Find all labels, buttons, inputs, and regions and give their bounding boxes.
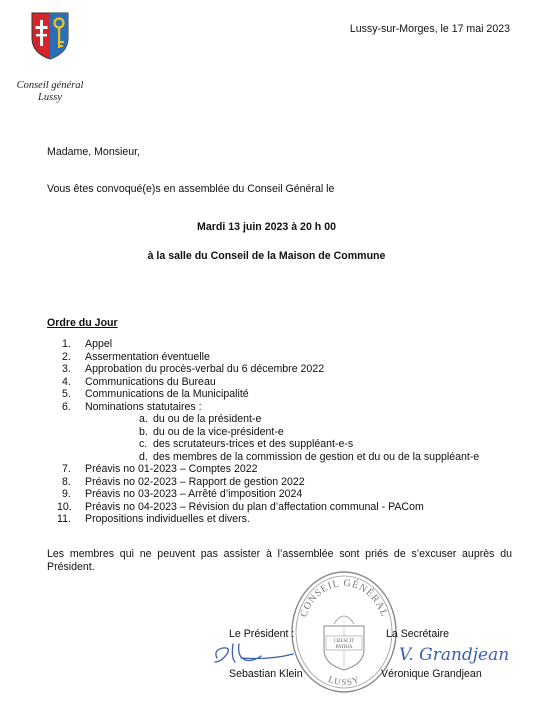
agenda-list bbox=[47, 338, 479, 526]
secretary-signature bbox=[393, 636, 518, 670]
council-line-1: Conseil général bbox=[16, 80, 84, 91]
stamp-banner-line-1: CRESCIT bbox=[333, 639, 355, 644]
agenda-item bbox=[47, 513, 479, 526]
nominations-sublist bbox=[85, 413, 479, 463]
sub-item-text: des membres de la commission de gestion et du ou de la suppléant-e bbox=[153, 450, 480, 463]
agenda-item-text: Appel bbox=[85, 338, 113, 350]
agenda-item bbox=[47, 476, 479, 489]
closing-paragraph: Les membres qui ne peuvent pas assister à l’assemblée sont priés de s’excuser auprès du Président. bbox=[47, 548, 512, 573]
president-label: Le Président : bbox=[229, 628, 295, 640]
agenda-item-number: 1. bbox=[62, 338, 71, 350]
agenda-item bbox=[47, 463, 479, 476]
sub-item bbox=[85, 426, 479, 439]
agenda-item-number: 10. bbox=[57, 500, 72, 513]
agenda-item-text: Communications de la Municipalité bbox=[85, 388, 249, 400]
agenda-item-text: Préavis no 02-2023 – Rapport de gestion 2022 bbox=[85, 475, 305, 488]
secretary-handwriting: V. Grandjean bbox=[399, 645, 510, 665]
stamp-banner-line-2: PATRIA bbox=[335, 645, 353, 650]
sub-item bbox=[85, 438, 479, 451]
stamp-top-text: CONSEIL GÉNÉRAL bbox=[298, 577, 390, 619]
dateline: Lussy-sur-Morges, le 17 mai 2023 bbox=[349, 23, 510, 35]
meeting-date: Mardi 13 juin 2023 à 20 h 00 bbox=[197, 221, 336, 233]
sub-item-letter: d. bbox=[139, 450, 148, 463]
agenda-item-number: 8. bbox=[62, 475, 71, 488]
agenda-item bbox=[47, 376, 479, 389]
agenda-item bbox=[47, 388, 479, 401]
secretary-label: La Secrétaire bbox=[386, 628, 450, 640]
sub-item-text: du ou de la vice-président-e bbox=[153, 425, 284, 438]
agenda-item bbox=[47, 501, 479, 514]
council-name bbox=[0, 80, 100, 104]
sub-item bbox=[85, 451, 479, 464]
agenda-item bbox=[47, 488, 479, 501]
sub-item-letter: c. bbox=[139, 438, 148, 450]
agenda-item-text: Approbation du procès-verbal du 6 décembre 2022 bbox=[85, 363, 325, 375]
agenda-item-number: 4. bbox=[62, 375, 71, 388]
agenda-item-text: Préavis no 01-2023 – Comptes 2022 bbox=[85, 463, 258, 475]
council-line-2: Lussy bbox=[38, 92, 62, 103]
agenda-item-text: Communications du Bureau bbox=[85, 375, 216, 388]
svg-text:LUSSY bbox=[327, 674, 361, 687]
agenda-title: Ordre du Jour bbox=[47, 317, 118, 329]
president-name: Sebastian Klein bbox=[229, 668, 303, 680]
stamp-bottom-text: LUSSY bbox=[326, 673, 362, 688]
sub-item-text: du ou de la président-e bbox=[153, 413, 262, 425]
intro-sentence: Vous êtes convoqué(e)s en assemblée du Conseil Général le bbox=[47, 183, 335, 195]
sub-item-letter: a. bbox=[139, 413, 148, 425]
agenda-item-text: Propositions individuelles et divers. bbox=[85, 513, 250, 525]
agenda-item-number: 7. bbox=[62, 463, 71, 475]
agenda-item bbox=[47, 401, 479, 464]
secretary-name: Véronique Grandjean bbox=[381, 668, 482, 680]
sub-item-letter: b. bbox=[139, 425, 148, 438]
agenda-item-number: 2. bbox=[62, 350, 71, 363]
agenda-item-number: 6. bbox=[62, 400, 71, 413]
sub-item-text: des scrutateurs-trices et des suppléant-e-s bbox=[153, 438, 354, 450]
sub-item bbox=[85, 413, 479, 426]
agenda-item-number: 5. bbox=[62, 388, 71, 400]
coat-of-arms-logo bbox=[31, 12, 69, 60]
agenda-item-text: Nominations statutaires : bbox=[85, 400, 202, 413]
meeting-place: à la salle du Conseil de la Maison de Commune bbox=[147, 250, 386, 262]
president-signature bbox=[211, 636, 301, 670]
agenda-item bbox=[47, 363, 479, 376]
greeting: Madame, Monsieur, bbox=[47, 146, 141, 158]
agenda-item-text: Préavis no 03-2023 – Arrêté d’imposition 2024 bbox=[85, 488, 303, 500]
agenda-item bbox=[47, 338, 479, 351]
agenda-item-number: 9. bbox=[62, 488, 71, 500]
agenda-item-number: 11. bbox=[57, 513, 71, 525]
agenda-item-number: 3. bbox=[62, 363, 71, 375]
agenda-item bbox=[47, 351, 479, 364]
agenda-item-text: Préavis no 04-2023 – Révision du plan d’affectation communal - PACom bbox=[85, 500, 424, 513]
agenda-item-text: Assermentation éventuelle bbox=[85, 350, 210, 363]
